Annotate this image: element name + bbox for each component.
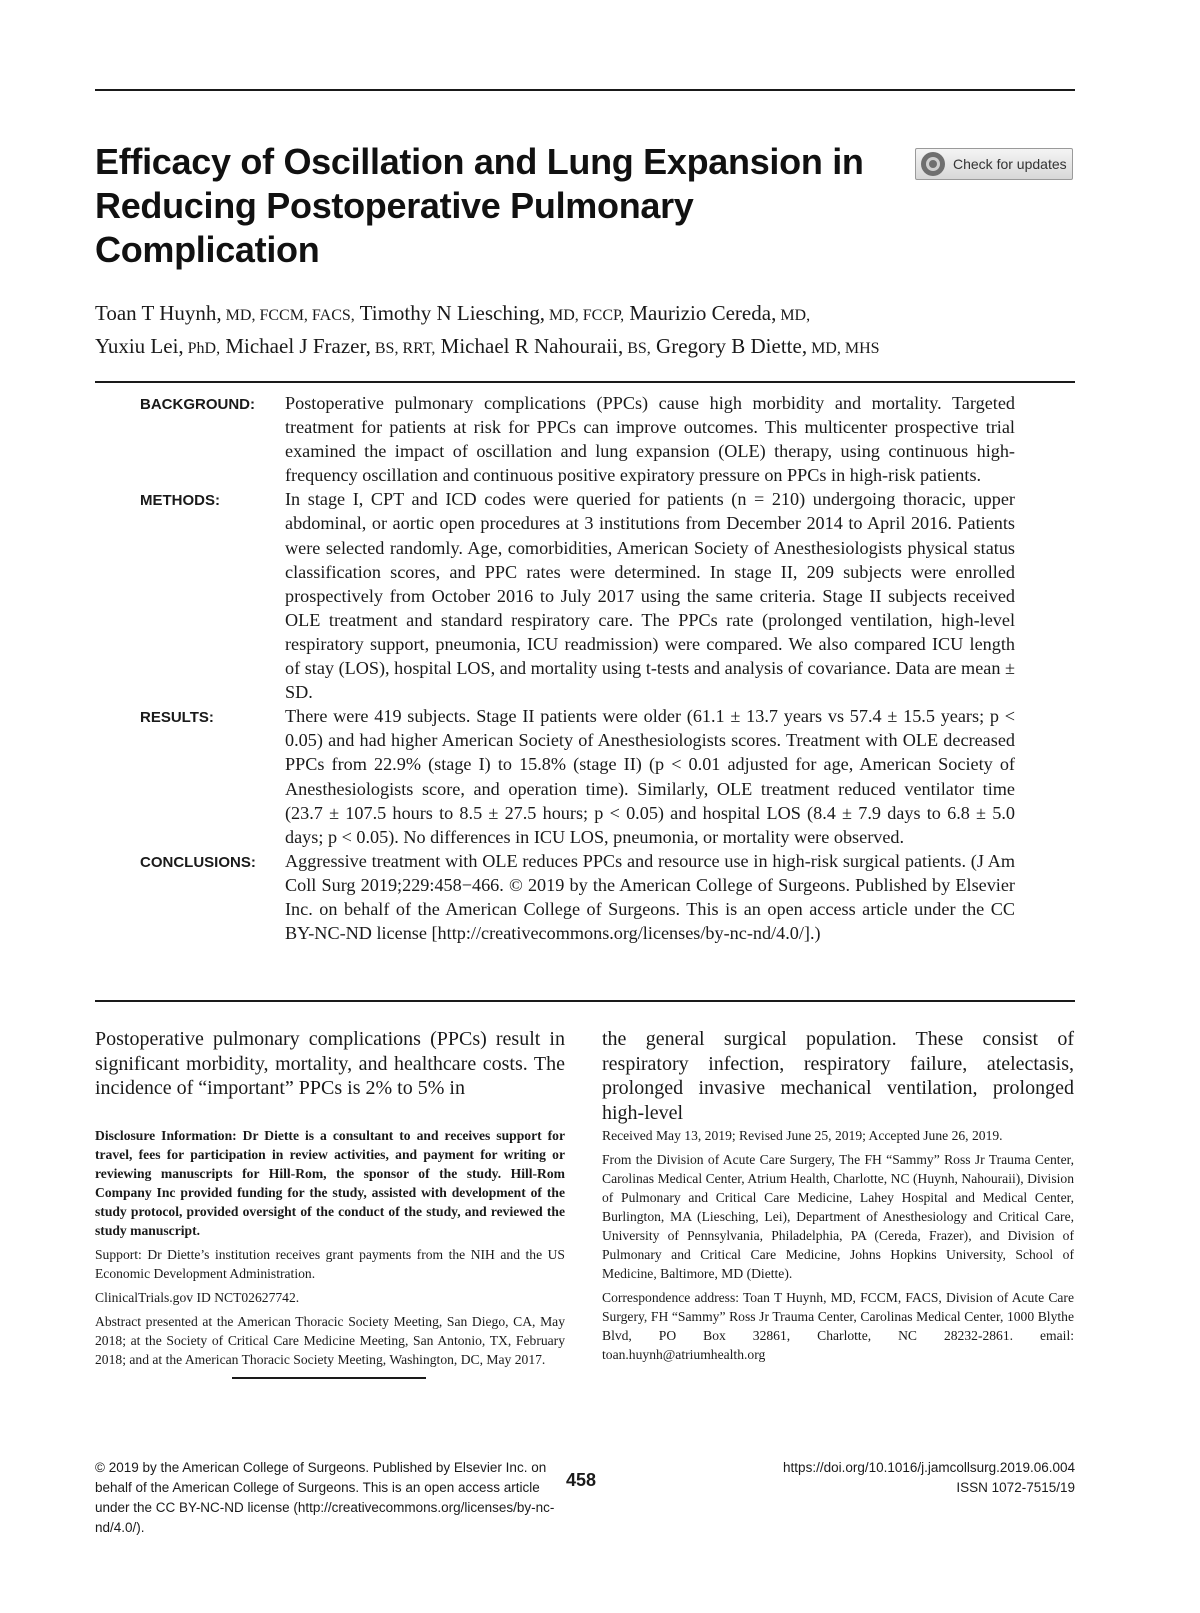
footer-identifiers: [700, 1458, 1075, 1498]
author: [360, 301, 630, 325]
abstract-label: RESULTS:: [140, 709, 214, 727]
author: [656, 334, 880, 358]
abstract-text: In stage I, CPT and ICD codes were queried for patients (n = 210) undergoing thoracic, upper abdominal, or aortic open procedures at 3 institutions from December 2014 to April 2016. Patients were selected randomly. Age, comorbidities, American Society of Anesthesiologists physical status classification scores, and PPC rates were determined. In stage II, 209 subjects were enrolled prospectively from October 2016 to July 2017 using the same criteria. Stage II subjects received OLE treatment and standard respiratory care. The PPCs rate (prolonged ventilation, high-level respiratory support, pneumonia, ICU readmission) were compared. We also compared ICU length of stay (LOS), hospital LOS, and mortality using t-tests and analysis of covariance. Data are mean ± SD.: [285, 489, 1015, 703]
doi-link[interactable]: https://doi.org/10.1016/j.jamcollsurg.2019.06.004: [783, 1460, 1075, 1475]
footnotes-left: [95, 1126, 565, 1374]
correspondence-note: Correspondence address: Toan T Huynh, MD, FCCM, FACS, Division of Acute Care Surgery, FH “Sammy” Ross Jr Trauma Center, Carolinas Medical Center, 1000 Blythe Blvd, PO Box 32861, Charlotte, NC 28232-2861. email: toan.huynh@atriumhealth.org: [602, 1290, 1074, 1362]
author-name: Michael R Nahouraii,: [440, 334, 624, 358]
abstract-label: METHODS:: [140, 492, 220, 510]
abstract-conclusions: [95, 849, 1075, 945]
author-credentials: BS,: [623, 340, 651, 357]
check-updates-label: Check for updates: [953, 156, 1067, 172]
abstract-label: CONCLUSIONS:: [140, 853, 256, 871]
affiliations-note: From the Division of Acute Care Surgery, The FH “Sammy” Ross Jr Trauma Center, Carolinas Medical Center, Atrium Health, Charlotte, NC (Huynh, Nahouraii), Division of Pulmonary and Critical Care Medicine, Lahey Hospital and Medical Center, Burlington, MA (Liesching, Lei), Department of Anesthesiology and Critical Care, University of Pennsylvania, Philadelphia, PA (Cereda, Frazer), and Division of Pulmonary and Critical Care Medicine, Johns Hopkins University, School of Medicine, Baltimore, MD (Diette).: [602, 1152, 1074, 1281]
author-credentials: BS, RRT,: [370, 340, 436, 357]
intro-right-column: the general surgical population. These consist of respiratory infection, respiratory failure, atelectasis, prolonged invasive mechanical ventilation, prolonged high-level: [602, 1028, 1074, 1124]
abstract-label: BACKGROUND:: [140, 396, 255, 413]
abstract-text: There were 419 subjects. Stage II patients were older (61.1 ± 13.7 years vs 57.4 ± 15.5 years; p < 0.05) and had higher American Society of Anesthesiologists scores. Treatment with OLE decreased PPCs from 22.9% (stage I) to 15.8% (stage II) (p < 0.01 adjusted for age, American Society of Anesthesiologists score, and operation time). Similarly, OLE treatment reduced ventilator time (23.7 ± 107.5 hours to 8.5 ± 27.5 hours; p < 0.05) and hospital LOS (8.4 ± 7.9 days to 6.8 ± 5.0 days; p < 0.05). No differences in ICU LOS, pneumonia, or mortality were observed.: [285, 706, 1015, 847]
abstract-top-rule: [95, 381, 1075, 383]
disclosure-note: Disclosure Information: Dr Diette is a consultant to and receives support for travel, fees for participation in review activities, and payment for writing or reviewing manuscripts for Hill-Rom, the sponsor of the study. Hill-Rom Company Inc provided funding for the study, assisted with development of the study protocol, provided oversight of the conduct of the study, and reviewed the study manuscript.: [95, 1128, 565, 1238]
intro-left-column: Postoperative pulmonary complications (PPCs) result in significant morbidity, mortality, and healthcare costs. The incidence of “important” PPCs is 2% to 5% in: [95, 1028, 565, 1099]
author-credentials: MD,: [776, 307, 811, 324]
author: [95, 334, 225, 358]
author-name: Gregory B Diette,: [656, 334, 808, 358]
author-name: Yuxiu Lei,: [95, 334, 184, 358]
abstract-methods: [95, 487, 1075, 704]
author-name: Michael J Frazer,: [225, 334, 371, 358]
footnote-rule: [232, 1377, 426, 1379]
top-rule: [95, 89, 1075, 91]
check-updates-icon: [921, 152, 945, 176]
author-credentials: PhD,: [183, 340, 221, 357]
abstract-presented-note: Abstract presented at the American Thoracic Society Meeting, San Diego, CA, May 2018; at the Society of Critical Care Medicine Meeting, San Antonio, TX, February 2018; and at the American Thoracic Society Meeting, Washington, DC, May 2017.: [95, 1314, 565, 1367]
footer-copyright: © 2019 by the American College of Surgeons. Published by Elsevier Inc. on behalf of the American College of Surgeons. This is an open access article under the CC BY-NC-ND license (http://creativecommons.org/licenses/by-nc-nd/4.0/).: [95, 1460, 555, 1535]
page-number: 458: [566, 1470, 597, 1490]
author-name: Toan T Huynh,: [95, 301, 222, 325]
check-for-updates-button[interactable]: [915, 148, 1073, 180]
author-name: Timothy N Liesching,: [359, 301, 545, 325]
author-name: Maurizio Cereda,: [629, 301, 777, 325]
abstract-text: Aggressive treatment with OLE reduces PPCs and resource use in high-risk surgical patients. (J Am Coll Surg 2019;229:458−466. © 2019 by the American College of Surgeons. Published by Elsevier Inc. on behalf of the American College of Surgeons. This is an open access article under the CC BY-NC-ND license [http://creativecommons.org/licenses/by-nc-nd/4.0/].): [285, 850, 1015, 944]
abstract-bottom-rule: [95, 1000, 1075, 1002]
trial-registration: ClinicalTrials.gov ID NCT02627742.: [95, 1290, 300, 1305]
abstract-text: Postoperative pulmonary complications (PPCs) cause high morbidity and mortality. Targeted treatment for patients at risk for PPCs can improve outcomes. This multicenter prospective trial examined the impact of oscillation and lung expansion (OLE) therapy, using continuous high-frequency oscillation and continuous positive expiratory pressure on PPCs in high-risk patients.: [285, 393, 1015, 486]
support-note: Support: Dr Diette’s institution receives grant payments from the NIH and the US Economic Development Administration.: [95, 1247, 565, 1281]
article-title: Efficacy of Oscillation and Lung Expansion in Reducing Postoperative Pulmonary Complication: [95, 141, 864, 270]
abstract-results: [95, 704, 1075, 849]
author-credentials: MD, FCCM, FACS,: [221, 307, 355, 324]
footnotes-right: [602, 1126, 1074, 1369]
abstract-background: [95, 391, 1075, 487]
issn: ISSN 1072-7515/19: [956, 1480, 1075, 1495]
author: [629, 301, 810, 325]
author: [441, 334, 656, 358]
author-credentials: MD, FCCP,: [544, 307, 625, 324]
author: [95, 301, 360, 325]
abstract: [95, 391, 1075, 945]
author-credentials: MD, MHS: [807, 340, 880, 357]
author-list: [95, 298, 1075, 364]
received-dates: Received May 13, 2019; Revised June 25, 2019; Accepted June 26, 2019.: [602, 1128, 1003, 1143]
author: [225, 334, 440, 358]
